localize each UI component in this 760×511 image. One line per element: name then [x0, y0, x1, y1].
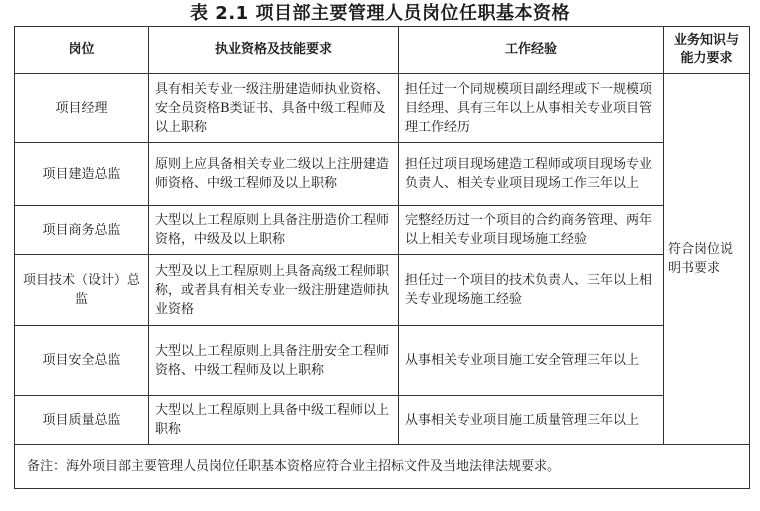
- cell-experience: 担任过一个项目的技术负责人、三年以上相关专业现场施工经验: [399, 255, 664, 326]
- qualification-table: [14, 26, 750, 489]
- table-note: 备注：海外项目部主要管理人员岗位任职基本资格应符合业主招标文件及当地法律法规要求。: [15, 445, 750, 489]
- cell-qualification: 大型以上工程原则上具备中级工程师以上职称: [149, 396, 399, 445]
- cell-qualification: 大型以上工程原则上具备注册造价工程师资格，中级及以上职称: [149, 206, 399, 255]
- cell-experience: 担任过项目现场建造工程师或项目现场专业负责人、相关专业项目现场工作三年以上: [399, 143, 664, 206]
- note-row: [15, 445, 750, 489]
- table-row: [15, 74, 750, 143]
- cell-qualification: 原则上应具备相关专业二级以上注册建造师资格、中级工程师及以上职称: [149, 143, 399, 206]
- cell-experience: 从事相关专业项目施工质量管理三年以上: [399, 396, 664, 445]
- table-title: 表 2.1 项目部主要管理人员岗位任职基本资格: [190, 3, 570, 24]
- table-row: [15, 255, 750, 326]
- cell-experience: 担任过一个同规模项目副经理或下一规模项目经理、具有三年以上从事相关专业项目管理工作经历: [399, 74, 664, 143]
- cell-position: 项目建造总监: [15, 143, 149, 206]
- cell-position: 项目商务总监: [15, 206, 149, 255]
- table-row: [15, 326, 750, 396]
- cell-ability: 符合岗位说明书要求: [664, 74, 750, 445]
- cell-qualification: 大型以上工程原则上具备注册安全工程师资格、中级工程师及以上职称: [149, 326, 399, 396]
- cell-qualification: 具有相关专业一级注册建造师执业资格、安全员资格B类证书、具备中级工程师及以上职称: [149, 74, 399, 143]
- cell-experience: 完整经历过一个项目的合约商务管理、两年以上相关专业项目现场施工经验: [399, 206, 664, 255]
- header-qualification: 执业资格及技能要求: [149, 27, 399, 74]
- cell-position: 项目安全总监: [15, 326, 149, 396]
- header-position: 岗位: [15, 27, 149, 74]
- cell-qualification: 大型及以上工程原则上具备高级工程师职称，或者具有相关专业一级注册建造师执业资格: [149, 255, 399, 326]
- table-row: [15, 396, 750, 445]
- cell-experience: 从事相关专业项目施工安全管理三年以上: [399, 326, 664, 396]
- table-row: [15, 143, 750, 206]
- header-ability: 业务知识与 能力要求: [664, 27, 750, 74]
- cell-position: 项目经理: [15, 74, 149, 143]
- cell-position: 项目质量总监: [15, 396, 149, 445]
- table-row: [15, 206, 750, 255]
- cell-position: 项目技术（设计）总监: [15, 255, 149, 326]
- header-experience: 工作经验: [399, 27, 664, 74]
- header-row: [15, 27, 750, 74]
